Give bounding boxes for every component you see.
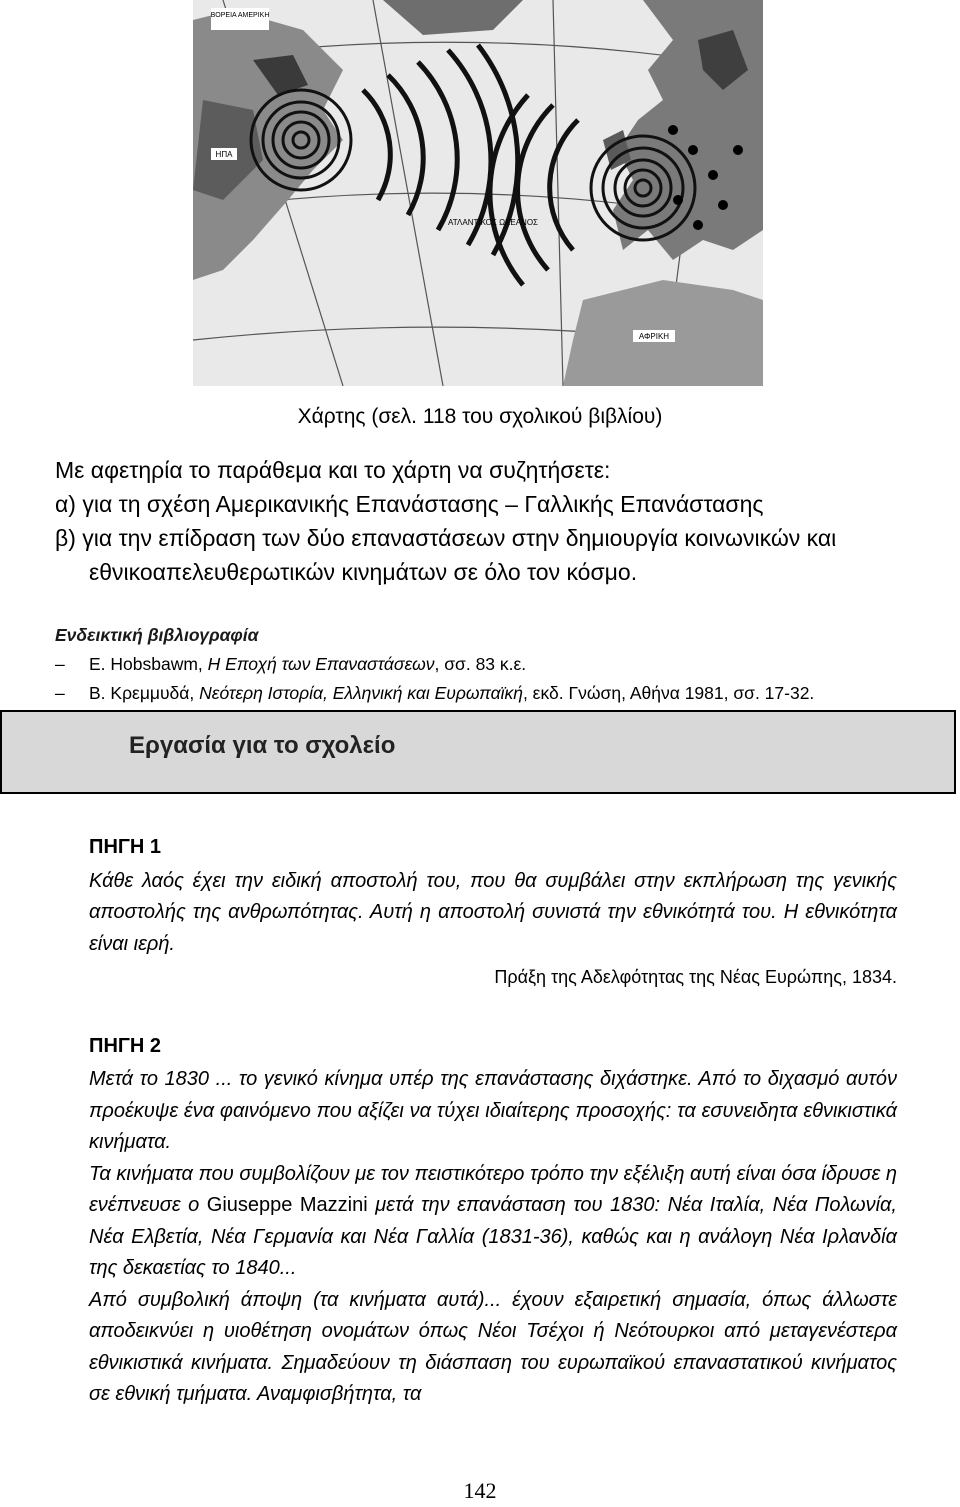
bibliography-item bbox=[55, 650, 935, 679]
bibliography-heading: Ενδεικτική βιβλιογραφία bbox=[55, 625, 259, 645]
bib-title: Νεότερη Ιστορία, Ελληνική και Ευρωπαϊκή bbox=[199, 683, 523, 703]
dash-bullet: – bbox=[55, 654, 65, 674]
discussion-line: β) για την επίδραση των δύο επαναστάσεων στην δημιουργία κοινωνικών και bbox=[55, 525, 837, 551]
bib-author: E. Hobsbawm, bbox=[89, 654, 208, 674]
map-label-north-america: ΒΟΡΕΙΑ ΑΜΕΡΙΚΗ bbox=[210, 12, 270, 19]
text-segment: Τα κινήματα που συμβολίζουν με τον πειστικότερο τρόπο την εξέλιξη αυτή είναι όσα ίδρυσε η ενέπνευσε ο bbox=[89, 1162, 897, 1216]
map-caption: Χάρτης (σελ. 118 του σχολικού βιβλίου) bbox=[297, 405, 663, 428]
source-2-title: ΠΗΓΗ 2 bbox=[89, 1034, 162, 1057]
bib-details: , εκδ. Γνώση, Αθήνα 1981, σσ. 17-32. bbox=[522, 683, 815, 703]
bibliography-item bbox=[55, 679, 935, 708]
discussion-line: εθνικοαπελευθερωτικών κινημάτων σε όλο τον κόσμο. bbox=[89, 559, 638, 585]
school-task-banner bbox=[0, 710, 956, 794]
source-2-paragraph-2 bbox=[89, 1159, 897, 1285]
discussion-line: α) για τη σχέση Αμερικανικής Επανάστασης – Γαλλικής Επανάστασης bbox=[55, 491, 764, 517]
text-segment: μετά την επανάσταση του 1830: Νέα Ιταλία, Νέα Πολωνία, Νέα Ελβετία, Νέα Γερμανία και Νέα Γαλλία (1831-36), καθώς και η ανάλογη Νέα Ιρλανδία της δεκαετίας το 1840... bbox=[89, 1194, 897, 1279]
bibliography bbox=[55, 621, 935, 708]
discussion-prompt bbox=[55, 453, 945, 589]
source-1-attribution: Πράξη της Αδελφότητας της Νέας Ευρώπης, 1834. bbox=[494, 967, 897, 987]
bib-title: Η Εποχή των Επαναστάσεων bbox=[207, 654, 435, 674]
dash-bullet: – bbox=[55, 683, 65, 703]
person-name: Giuseppe Mazzini bbox=[206, 1194, 368, 1216]
map-label-africa: ΑΦΡΙΚΗ bbox=[638, 332, 670, 341]
map-illustration bbox=[193, 0, 763, 386]
page-number: 142 bbox=[463, 1478, 497, 1503]
source-1-title: ΠΗΓΗ 1 bbox=[89, 836, 162, 858]
source-1-text: Κάθε λαός έχει την ειδική αποστολή του, που θα συμβάλει στην εκπλήρωση της γενικής αποστολής της ανθρωπότητας. Αυτή η αποστολή συνιστά την εθνικότητά του. Η εθνικότητα είναι ιερή. bbox=[89, 869, 897, 955]
source-2-paragraph-3: Από συμβολική άποψη (τα κινήματα αυτά)... έχουν εξαιρετική σημασία, όπως άλλωστε αποδεικνύει η υιοθέτηση ονομάτων όπως Νέοι Τσέχοι ή Νεότουρκοι από μεταγενέστερα εθνικιστικά κινήματα. Σημαδεύουν τη διάσπαση του ευρωπαϊκού επαναστατικού κινήματος σε εθνική τμήματα. Αναμφισβήτητα, τα bbox=[89, 1288, 897, 1405]
map-label-ocean: ΑΤΛΑΝΤΙΚΟΣ ΩΚΕΑΝΟΣ bbox=[447, 218, 539, 227]
source-2-paragraph-1: Μετά το 1830 ... το γενικό κίνημα υπέρ της επανάστασης διχάστηκε. Από το διχασμό αυτόν προέκυψε ένα φαινόμενο που αξίζει να τύχει ιδιαίτερης προσοχής: τα εσυνειδητα εθνικιστικά κινήματα. bbox=[89, 1068, 897, 1153]
bib-author: Β. Κρεμμυδά, bbox=[89, 683, 200, 703]
revolutions-map bbox=[193, 0, 763, 386]
banner-title: Εργασία για το σχολείο bbox=[129, 732, 396, 759]
discussion-line: Με αφετηρία το παράθεμα και το χάρτη να συζητήσετε: bbox=[55, 457, 611, 483]
map-label-usa: ΗΠΑ bbox=[215, 150, 233, 159]
sources-section bbox=[89, 832, 897, 1411]
bib-details: , σσ. 83 κ.ε. bbox=[434, 654, 527, 674]
